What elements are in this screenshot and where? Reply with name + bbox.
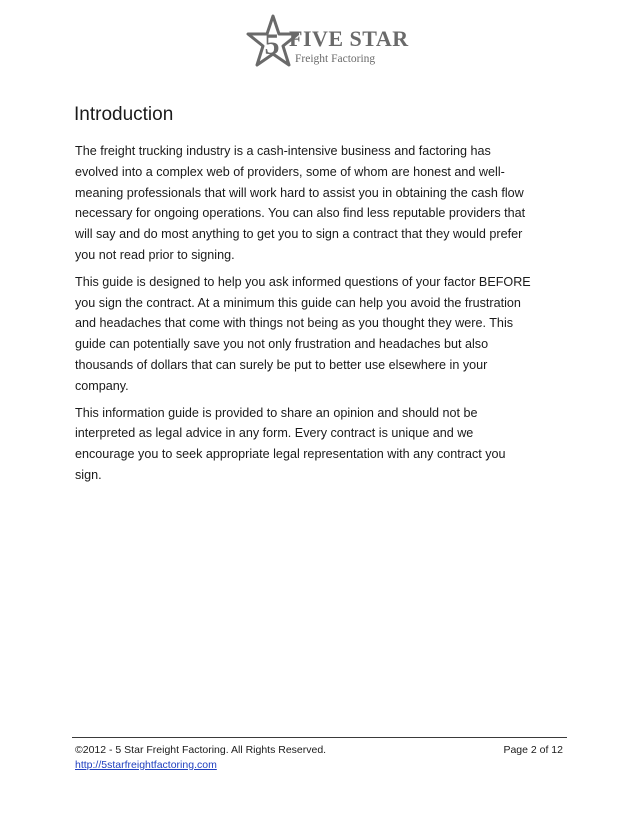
text-line: encourage you to seek appropriate legal representation with any contract you bbox=[75, 447, 506, 462]
page-number: Page 2 of 12 bbox=[503, 744, 563, 756]
footer-divider bbox=[72, 737, 567, 738]
text-line: you not read prior to signing. bbox=[75, 247, 235, 262]
text-line: company. bbox=[75, 378, 129, 393]
text-line: meaning professionals that will work hard to assist you in obtaining the cash flow bbox=[75, 185, 524, 200]
text-line: will say and do most anything to get you to sign a contract that they would prefer bbox=[75, 227, 523, 242]
text-line: This information guide is provided to share an opinion and should not be bbox=[75, 405, 478, 420]
footer-copyright: ©2012 - 5 Star Freight Factoring. All Rights Reserved. bbox=[75, 744, 327, 756]
company-logo bbox=[243, 14, 409, 70]
text-line: guide can potentially save you not only frustration and headaches but also bbox=[75, 337, 489, 352]
website-link[interactable]: http://5starfreightfactoring.com bbox=[75, 759, 217, 771]
logo-wordmark: FIVE STAR bbox=[289, 26, 409, 51]
paragraph-2 bbox=[75, 272, 567, 397]
text-line: The freight trucking industry is a cash-intensive business and factoring has bbox=[75, 144, 491, 158]
text-line: thousands of dollars that can surely be put to better use elsewhere in your bbox=[75, 357, 488, 372]
text-line: necessary for ongoing operations. You can also find less reputable providers that bbox=[75, 206, 526, 221]
paragraph-1 bbox=[75, 141, 567, 266]
text-line: and headaches that come with things not being as you thought they were. This bbox=[75, 316, 514, 331]
text-line: you sign the contract. At a minimum this guide can help you avoid the frustration bbox=[75, 295, 521, 310]
body-text bbox=[75, 141, 567, 492]
text-line: This guide is designed to help you ask informed questions of your factor BEFORE bbox=[75, 274, 531, 289]
text-line: evolved into a complex web of providers, some of whom are honest and well- bbox=[75, 164, 505, 179]
text-line: sign. bbox=[75, 467, 102, 482]
section-heading: Introduction bbox=[74, 104, 174, 125]
logo-subtitle: Freight Factoring bbox=[295, 53, 376, 65]
paragraph-3 bbox=[75, 403, 567, 486]
logo-number: 5 bbox=[264, 28, 280, 61]
text-line: interpreted as legal advice in any form. Every contract is unique and we bbox=[75, 426, 474, 441]
